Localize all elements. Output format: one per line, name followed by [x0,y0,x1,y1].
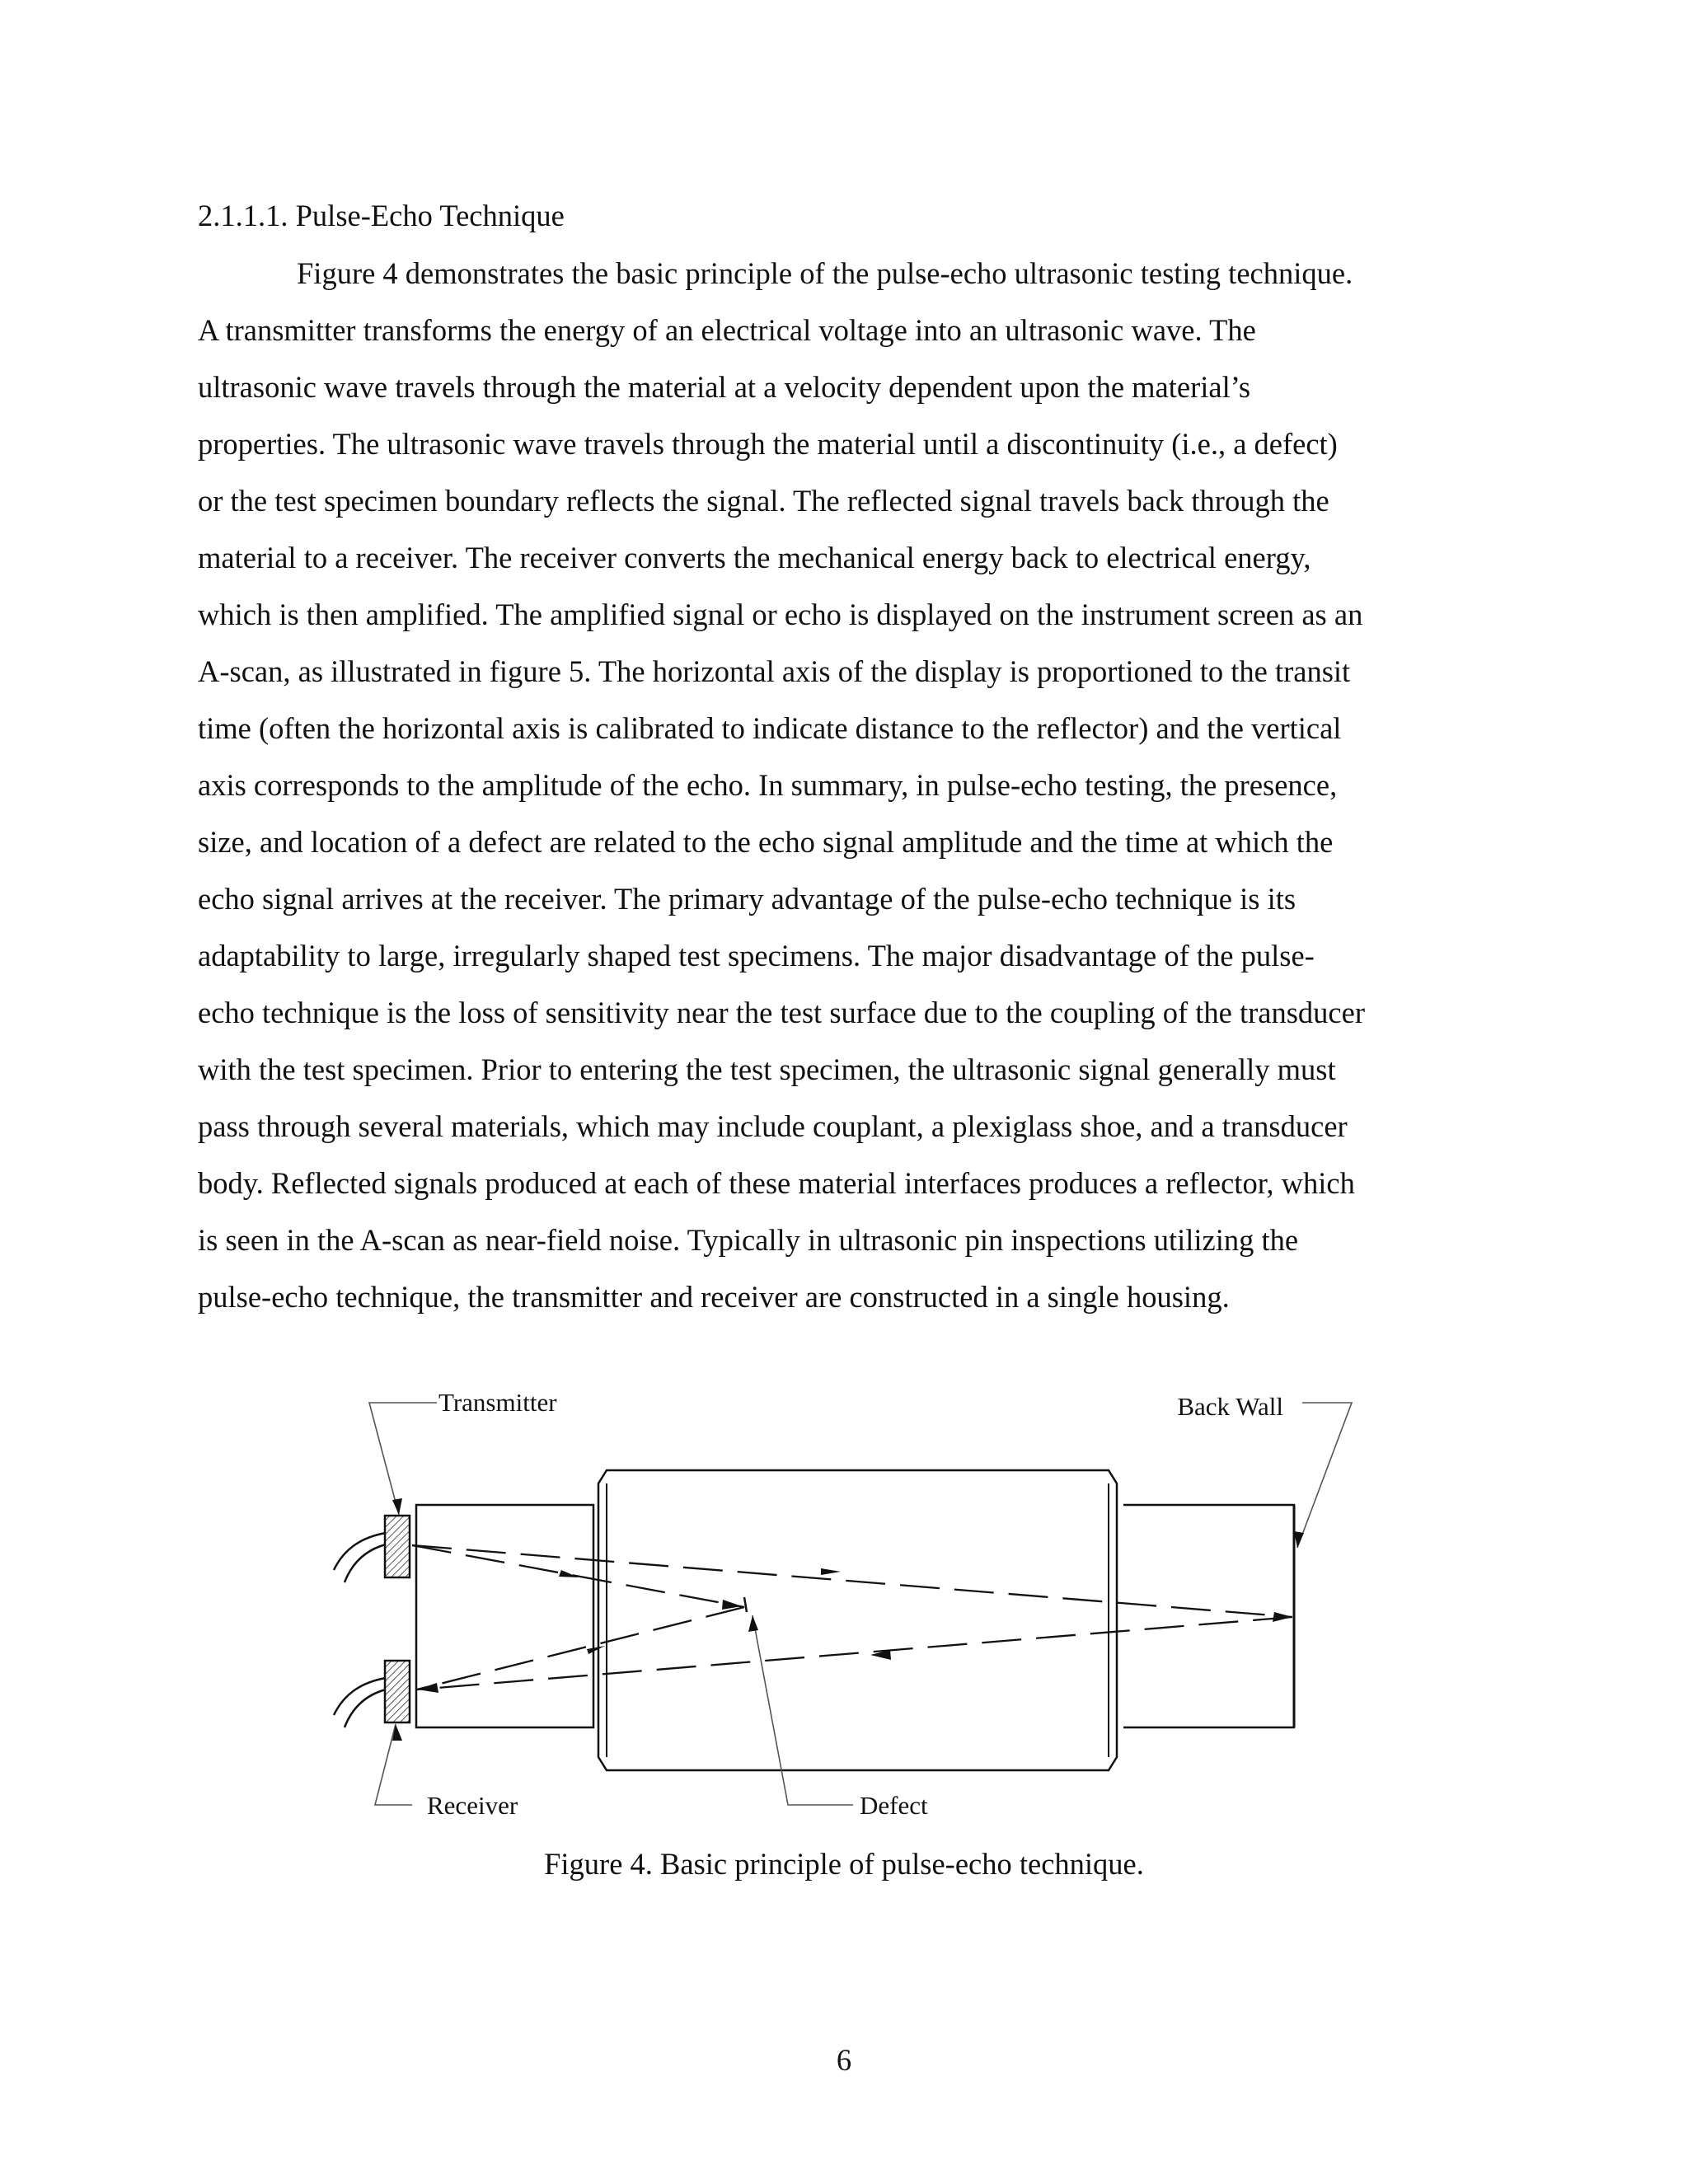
receiver-transducer [334,1661,410,1727]
receiver-label: Receiver [427,1791,518,1820]
paragraph-line: echo technique is the loss of sensitivity near the test surface due to the coupling of the transducer [198,996,1365,1029]
paragraph-line: ultrasonic wave travels through the material at a velocity dependent upon the material’s [198,370,1251,404]
paragraph-line: body. Reflected signals produced at each of these material interfaces produces a reflector, which [198,1166,1355,1200]
page-number: 6 [836,2043,852,2077]
paragraph-line: with the test specimen. Prior to entering the test specimen, the ultrasonic signal generally must [198,1052,1336,1086]
paragraph-line: material to a receiver. The receiver converts the mechanical energy back to electrical energy, [198,541,1311,574]
paragraph-line: A-scan, as illustrated in figure 5. The horizontal axis of the display is proportioned to the transit [198,654,1351,688]
paragraph-line: size, and location of a defect are related to the echo signal amplitude and the time at which the [198,825,1334,859]
test-specimen [416,1470,1294,1770]
transmitter-transducer [334,1516,410,1582]
paragraph-line: A transmitter transforms the energy of an electrical voltage into an ultrasonic wave. The [198,313,1256,347]
transmitter-label: Transmitter [438,1388,557,1417]
arrow-head [559,1570,579,1577]
defect-label: Defect [860,1791,928,1820]
paragraph-line: pulse-echo technique, the transmitter and receiver are constructed in a single housing. [198,1280,1230,1314]
arrow-head [1273,1612,1292,1622]
paragraph-line: pass through several materials, which may include couplant, a plexiglass shoe, and a transducer [198,1109,1348,1143]
paragraph-line: axis corresponds to the amplitude of the echo. In summary, in pulse-echo testing, the presence, [198,768,1338,802]
paragraph-line: time (often the horizontal axis is calibrated to indicate distance to the reflector) and the vertical [198,711,1342,745]
paragraph-line: is seen in the A-scan as near-field noise. Typically in ultrasonic pin inspections utilizing the [198,1223,1299,1257]
paragraph-line: echo signal arrives at the receiver. The primary advantage of the pulse-echo technique is its [198,882,1296,916]
paragraph-line: which is then amplified. The amplified signal or echo is displayed on the instrument screen as an [198,598,1363,631]
transmitter-leader [369,1403,437,1515]
figure-caption: Figure 4. Basic principle of pulse-echo technique. [544,1847,1144,1881]
paragraph-line: Figure 4 demonstrates the basic principle of the pulse-echo ultrasonic testing technique. [297,256,1353,290]
section-heading: 2.1.1.1. Pulse-Echo Technique [198,199,565,232]
body-paragraph [198,245,1492,1325]
pulse-echo-figure [313,1368,1376,1830]
specimen-center-segment [598,1470,1117,1770]
pulse-echo-diagram [313,1368,1376,1830]
back-wall-label: Back Wall [1177,1392,1283,1421]
paragraph-line: or the test specimen boundary reflects the signal. The reflected signal travels back through the [198,484,1329,518]
specimen-left-segment [416,1505,593,1727]
paragraph-line: adaptability to large, irregularly shaped test specimens. The major disadvantage of the pulse- [198,939,1315,972]
back-wall-leader [1297,1403,1352,1548]
paragraph-line: properties. The ultrasonic wave travels through the material until a discontinuity (i.e., a defect) [198,427,1338,461]
specimen-right-segment [1123,1505,1294,1727]
